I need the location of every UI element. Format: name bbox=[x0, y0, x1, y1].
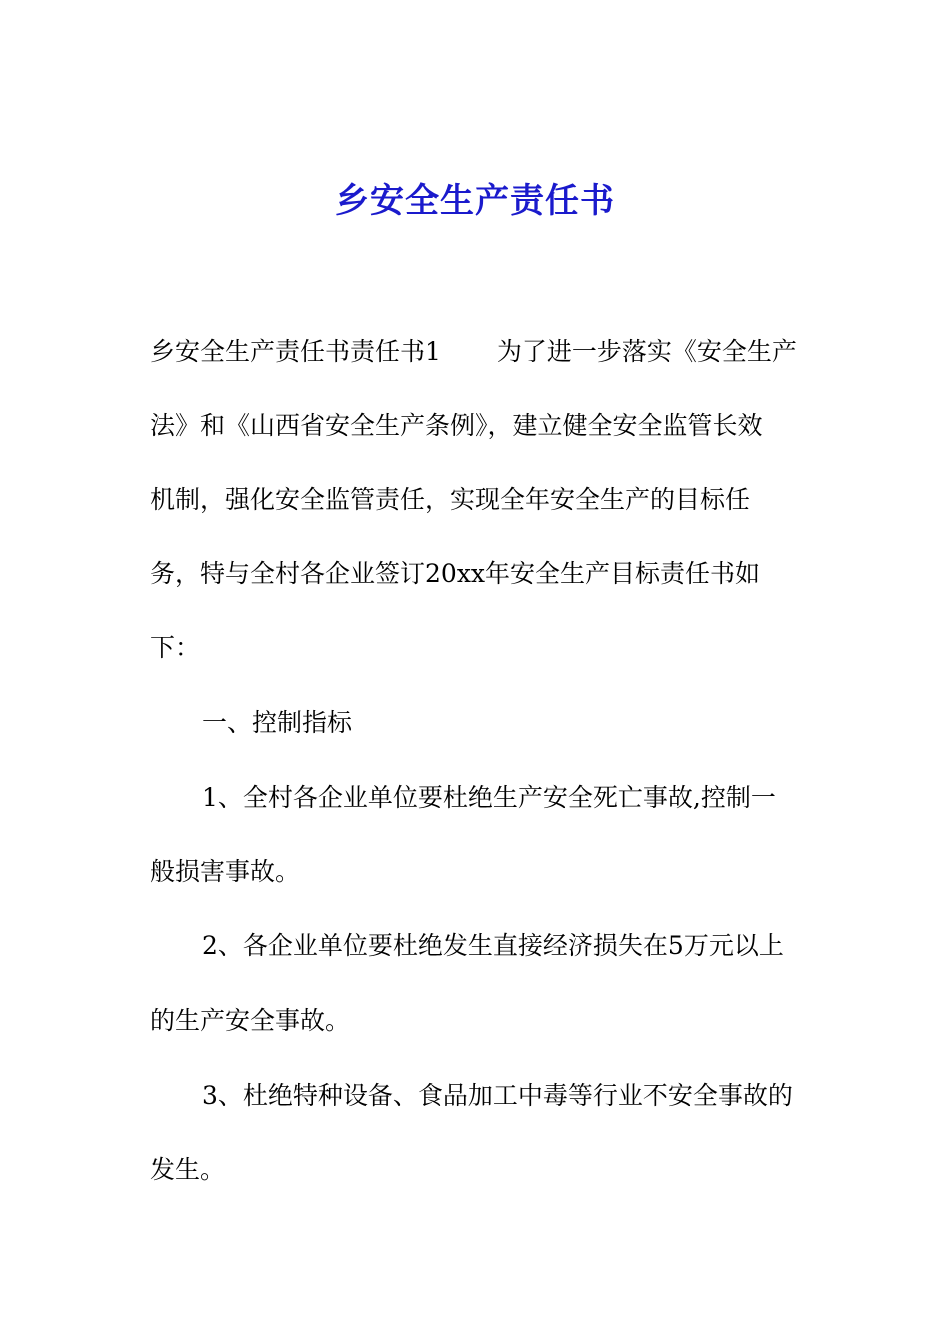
paragraph-line-4: 务，特与全村各企业签订20xx年安全生产目标责任书如 bbox=[150, 559, 761, 588]
paragraph-line-3: 机制，强化安全监管责任，实现全年安全生产的目标任 bbox=[150, 485, 751, 514]
item-1-line-1: 1、全村各企业单位要杜绝生产安全死亡事故,控制一 bbox=[202, 783, 776, 812]
item-2-line-1: 2、各企业单位要杜绝发生直接经济损失在5万元以上 bbox=[202, 931, 784, 960]
item-1-line-2: 般损害事故。 bbox=[150, 857, 301, 886]
paragraph-line-2: 法》和《山西省安全生产条例》，建立健全安全监管长效 bbox=[150, 411, 763, 440]
intro-heading: 乡安全生产责任书责任书1 bbox=[150, 337, 441, 366]
item-3-line-2: 发生。 bbox=[150, 1155, 226, 1184]
paragraph-line-1 bbox=[150, 334, 797, 370]
item-2-line-2: 的生产安全事故。 bbox=[150, 1006, 351, 1035]
document-title: 乡安全生产责任书 bbox=[335, 181, 615, 221]
paragraph-line-5: 下： bbox=[150, 633, 201, 662]
item-3-line-1: 3、杜绝特种设备、食品加工中毒等行业不安全事故的 bbox=[202, 1081, 793, 1110]
section-heading-control-indicators: 一、控制指标 bbox=[202, 708, 353, 737]
intro-text-start: 为了进一步落实《安全生产 bbox=[496, 337, 797, 366]
